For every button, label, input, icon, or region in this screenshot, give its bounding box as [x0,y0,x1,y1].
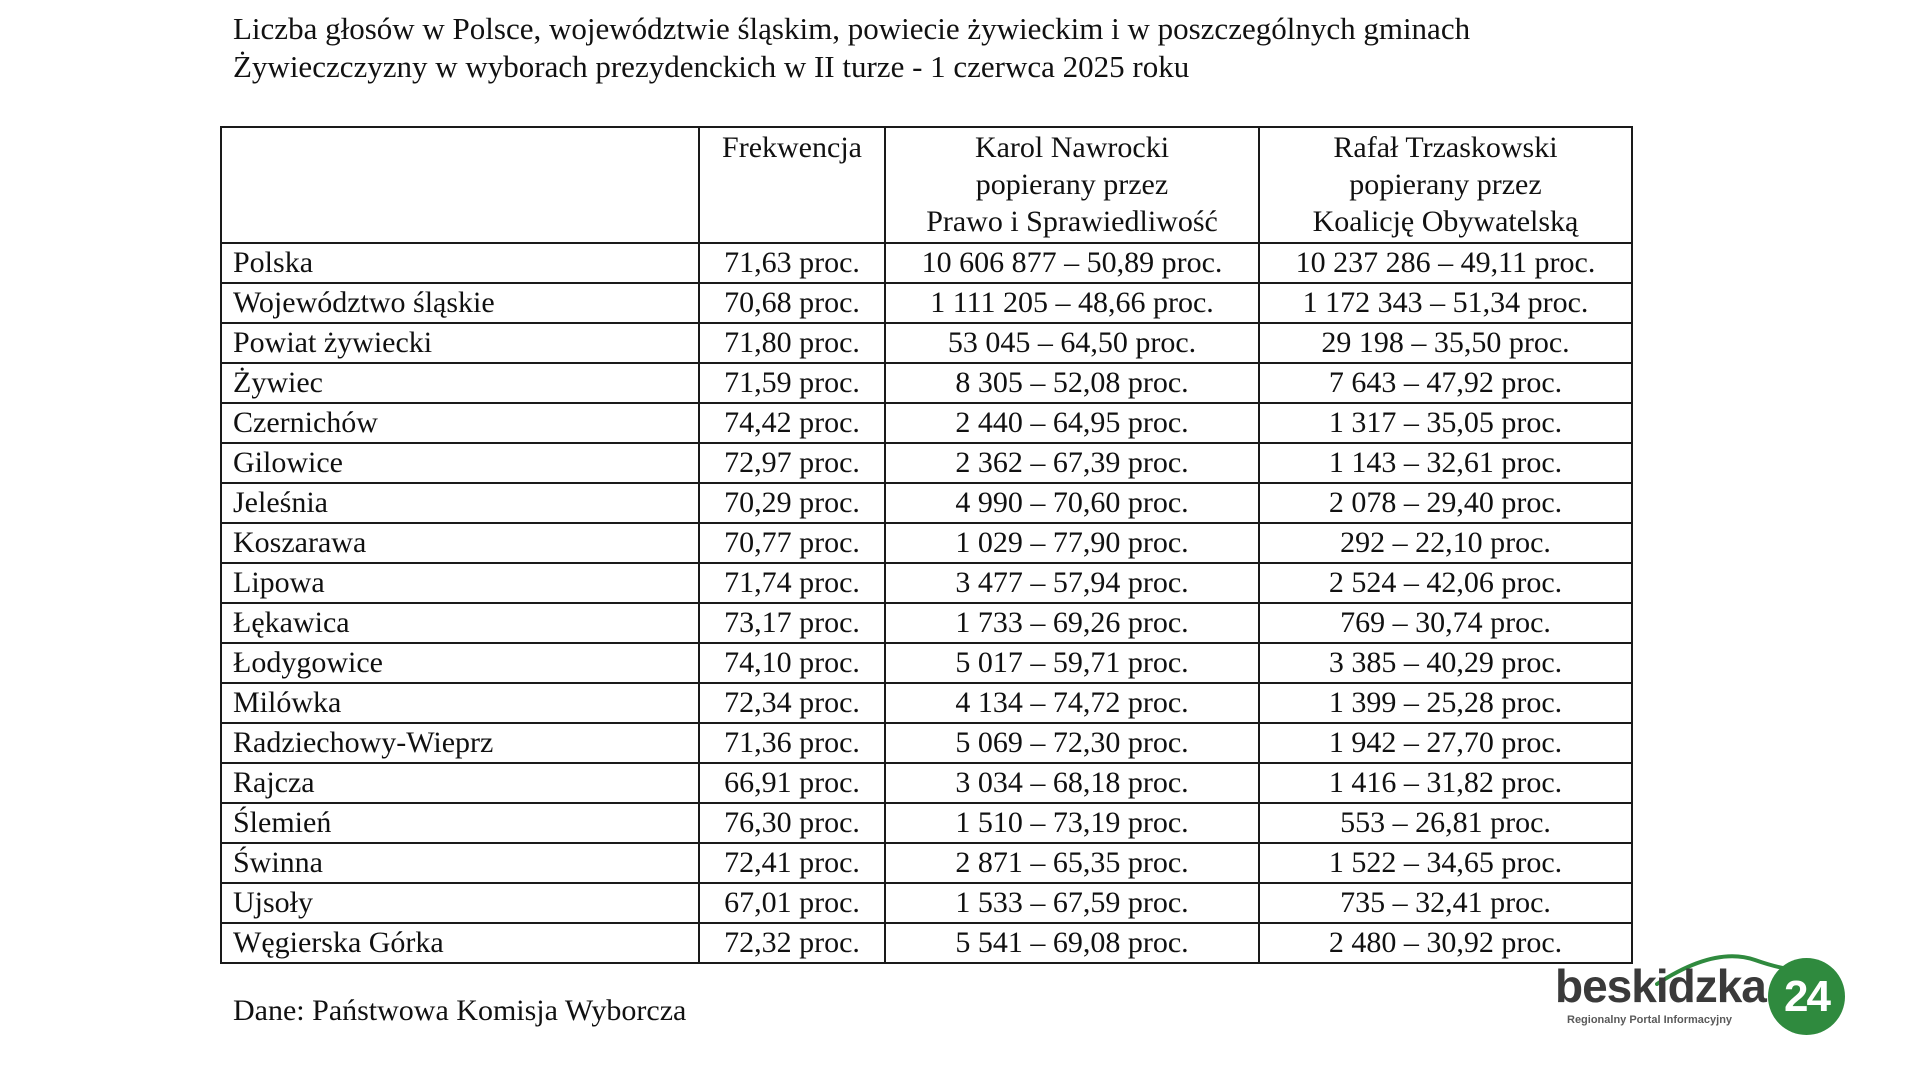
cell-nawrocki: 2 871 – 65,35 proc. [885,843,1259,883]
table-row [221,763,1632,803]
cell-nawrocki: 3 034 – 68,18 proc. [885,763,1259,803]
header-trzaskowski [1259,127,1632,243]
cell-region: Województwo śląskie [221,283,699,323]
cell-trzaskowski: 2 524 – 42,06 proc. [1259,563,1632,603]
cell-nawrocki: 2 440 – 64,95 proc. [885,403,1259,443]
cell-turnout: 70,68 proc. [699,283,885,323]
table-row [221,283,1632,323]
table-row [221,603,1632,643]
cell-nawrocki: 4 134 – 74,72 proc. [885,683,1259,723]
cell-turnout: 70,29 proc. [699,483,885,523]
logo-tagline: Regionalny Portal Informacyjny [1567,1014,1733,1026]
cell-region: Rajcza [221,763,699,803]
table-row [221,243,1632,283]
title-line-2: Żywieczczyzny w wyborach prezydenckich w II turze - 1 czerwca 2025 roku [233,49,1190,84]
cell-region: Lipowa [221,563,699,603]
cell-trzaskowski: 735 – 32,41 proc. [1259,883,1632,923]
table-row [221,523,1632,563]
header-region [221,127,699,243]
cell-trzaskowski: 2 078 – 29,40 proc. [1259,483,1632,523]
cell-nawrocki: 5 017 – 59,71 proc. [885,643,1259,683]
table-row [221,443,1632,483]
header-trzaskowski-line: Rafał Trzaskowski [1333,131,1558,164]
cell-trzaskowski: 3 385 – 40,29 proc. [1259,643,1632,683]
cell-trzaskowski: 7 643 – 47,92 proc. [1259,363,1632,403]
table-row [221,923,1632,963]
cell-trzaskowski: 1 172 343 – 51,34 proc. [1259,283,1632,323]
beskidzka24-logo [1555,950,1855,1040]
title-line-1: Liczba głosów w Polsce, województwie śląskim, powiecie żywieckim i w poszczególnych gminach [233,11,1471,46]
cell-trzaskowski: 769 – 30,74 proc. [1259,603,1632,643]
cell-region: Łodygowice [221,643,699,683]
table-row [221,843,1632,883]
source-note: Dane: Państwowa Komisja Wyborcza [233,994,687,1027]
header-trzaskowski-line: popierany przez [1349,168,1542,201]
page-title [233,10,1733,86]
cell-trzaskowski: 1 416 – 31,82 proc. [1259,763,1632,803]
header-nawrocki-line: Prawo i Sprawiedliwość [926,205,1218,238]
cell-turnout: 66,91 proc. [699,763,885,803]
cell-turnout: 76,30 proc. [699,803,885,843]
cell-region: Radziechowy-Wieprz [221,723,699,763]
cell-turnout: 72,41 proc. [699,843,885,883]
results-table [220,126,1633,964]
cell-nawrocki: 8 305 – 52,08 proc. [885,363,1259,403]
cell-nawrocki: 5 069 – 72,30 proc. [885,723,1259,763]
cell-region: Ślemień [221,803,699,843]
logo-number-badge: 24 [1768,958,1845,1035]
cell-turnout: 72,97 proc. [699,443,885,483]
cell-trzaskowski: 1 317 – 35,05 proc. [1259,403,1632,443]
cell-nawrocki: 1 510 – 73,19 proc. [885,803,1259,843]
cell-region: Łękawica [221,603,699,643]
table-row [221,643,1632,683]
cell-trzaskowski: 2 480 – 30,92 proc. [1259,923,1632,963]
cell-region: Powiat żywiecki [221,323,699,363]
table-row [221,363,1632,403]
cell-trzaskowski: 292 – 22,10 proc. [1259,523,1632,563]
cell-region: Czernichów [221,403,699,443]
cell-region: Milówka [221,683,699,723]
cell-turnout: 71,80 proc. [699,323,885,363]
header-turnout: Frekwencja [699,127,885,243]
table-row [221,723,1632,763]
logo-wordmark: beskidzka [1555,960,1766,1012]
cell-turnout: 74,42 proc. [699,403,885,443]
cell-trzaskowski: 1 399 – 25,28 proc. [1259,683,1632,723]
table-row [221,403,1632,443]
cell-nawrocki: 10 606 877 – 50,89 proc. [885,243,1259,283]
cell-nawrocki: 5 541 – 69,08 proc. [885,923,1259,963]
cell-nawrocki: 1 733 – 69,26 proc. [885,603,1259,643]
table-row [221,323,1632,363]
cell-trzaskowski: 29 198 – 35,50 proc. [1259,323,1632,363]
cell-region: Ujsoły [221,883,699,923]
cell-turnout: 74,10 proc. [699,643,885,683]
cell-turnout: 72,34 proc. [699,683,885,723]
table-row [221,563,1632,603]
cell-region: Gilowice [221,443,699,483]
cell-region: Świnna [221,843,699,883]
cell-trzaskowski: 553 – 26,81 proc. [1259,803,1632,843]
header-nawrocki [885,127,1259,243]
header-row [221,127,1632,243]
cell-turnout: 73,17 proc. [699,603,885,643]
cell-region: Węgierska Górka [221,923,699,963]
cell-region: Jeleśnia [221,483,699,523]
cell-nawrocki: 3 477 – 57,94 proc. [885,563,1259,603]
cell-region: Polska [221,243,699,283]
cell-trzaskowski: 1 942 – 27,70 proc. [1259,723,1632,763]
cell-region: Koszarawa [221,523,699,563]
cell-turnout: 71,74 proc. [699,563,885,603]
cell-turnout: 71,36 proc. [699,723,885,763]
table-row [221,683,1632,723]
cell-trzaskowski: 10 237 286 – 49,11 proc. [1259,243,1632,283]
header-nawrocki-line: Karol Nawrocki [974,131,1170,164]
cell-turnout: 67,01 proc. [699,883,885,923]
header-trzaskowski-line: Koalicję Obywatelską [1312,205,1579,238]
cell-turnout: 72,32 proc. [699,923,885,963]
header-nawrocki-line: popierany przez [975,168,1169,201]
cell-nawrocki: 2 362 – 67,39 proc. [885,443,1259,483]
cell-turnout: 70,77 proc. [699,523,885,563]
cell-turnout: 71,59 proc. [699,363,885,403]
cell-nawrocki: 53 045 – 64,50 proc. [885,323,1259,363]
table-body [221,243,1632,963]
cell-turnout: 71,63 proc. [699,243,885,283]
cell-trzaskowski: 1 522 – 34,65 proc. [1259,843,1632,883]
cell-region: Żywiec [221,363,699,403]
cell-nawrocki: 1 029 – 77,90 proc. [885,523,1259,563]
cell-nawrocki: 1 111 205 – 48,66 proc. [885,283,1259,323]
table-row [221,483,1632,523]
cell-nawrocki: 4 990 – 70,60 proc. [885,483,1259,523]
cell-nawrocki: 1 533 – 67,59 proc. [885,883,1259,923]
cell-trzaskowski: 1 143 – 32,61 proc. [1259,443,1632,483]
table-row [221,803,1632,843]
table-row [221,883,1632,923]
